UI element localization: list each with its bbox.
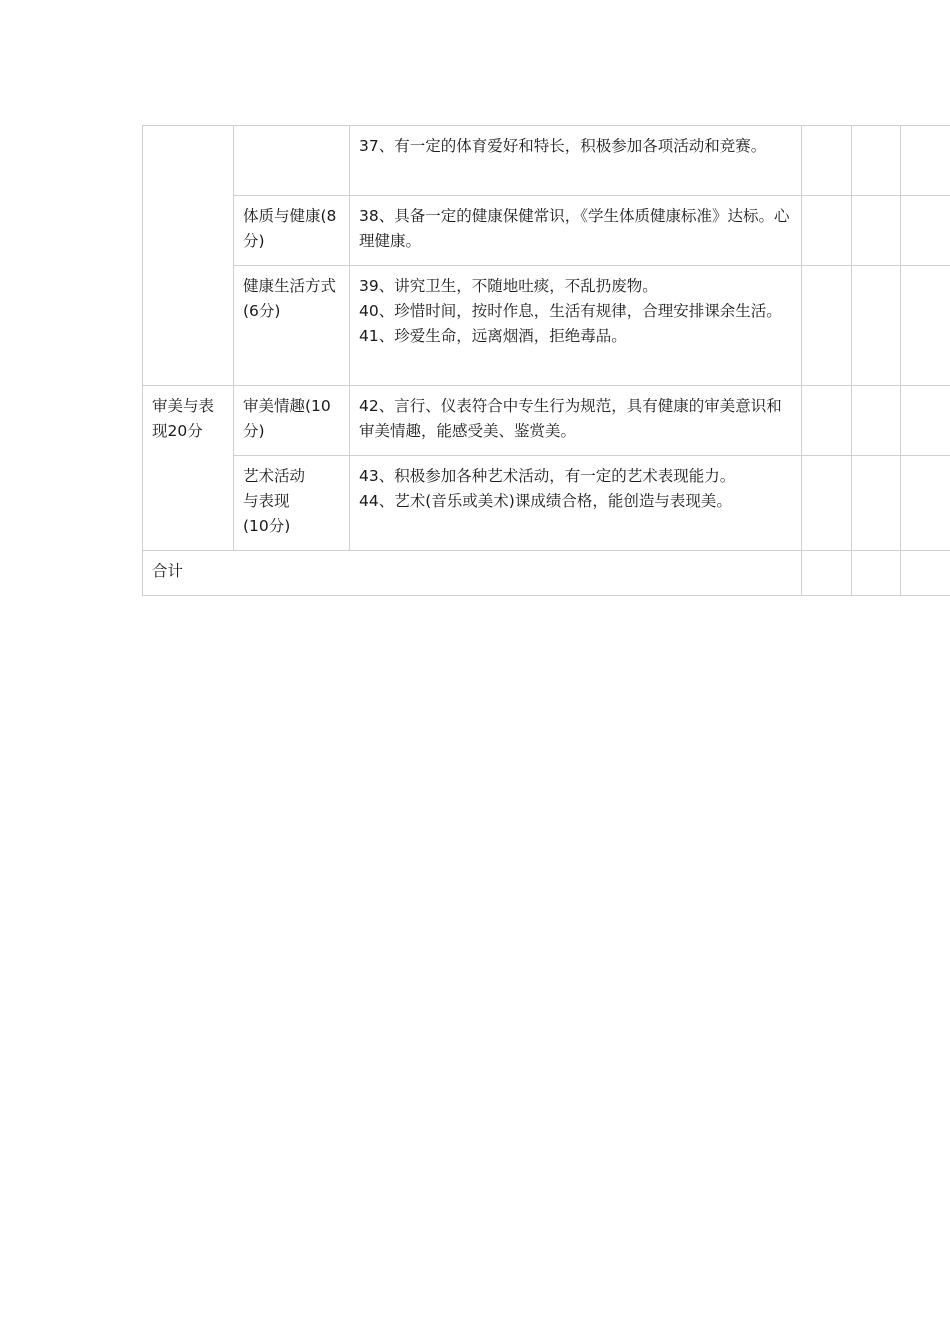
total-score-teacher[interactable] — [901, 551, 950, 596]
table-row — [143, 196, 950, 266]
criterion-38: 38、具备一定的健康保健常识，《学生体质健康标准》达标。心理健康。 — [359, 207, 790, 250]
score-cell-teacher[interactable] — [901, 126, 950, 196]
criterion-44: 44、艺术(音乐或美术)课成绩合格，能创造与表现美。 — [359, 492, 732, 510]
content-cell — [350, 196, 802, 266]
total-row — [143, 551, 950, 596]
score-cell-group[interactable] — [852, 456, 901, 551]
score-cell-self[interactable] — [802, 126, 852, 196]
criterion-40: 40、珍惜时间，按时作息，生活有规律，合理安排课余生活。 — [359, 302, 782, 320]
table-row — [143, 126, 950, 196]
item-cell-aesthetic-taste: 审美情趣(10分) — [234, 386, 350, 456]
total-score-self[interactable] — [802, 551, 852, 596]
score-cell-teacher[interactable] — [901, 386, 950, 456]
score-cell-group[interactable] — [852, 126, 901, 196]
score-cell-self[interactable] — [802, 266, 852, 386]
score-cell-teacher[interactable] — [901, 266, 950, 386]
score-cell-self[interactable] — [802, 386, 852, 456]
total-label: 合计 — [143, 551, 802, 596]
criterion-41: 41、珍爱生命，远离烟酒，拒绝毒品。 — [359, 327, 627, 345]
item-cell-empty — [234, 126, 350, 196]
score-cell-teacher[interactable] — [901, 456, 950, 551]
item-cell-physique: 体质与健康(8分) — [234, 196, 350, 266]
criterion-37: 37、有一定的体育爱好和特长，积极参加各项活动和竞赛。 — [359, 137, 767, 155]
content-cell — [350, 386, 802, 456]
total-score-group[interactable] — [852, 551, 901, 596]
item-line: (10分) — [243, 517, 291, 535]
criterion-42: 42、言行、仪表符合中专生行为规范，具有健康的审美意识和审美情趣，能感受美、鉴赏美。 — [359, 397, 782, 440]
item-line: 与表现 — [243, 492, 290, 510]
content-cell — [350, 266, 802, 386]
score-cell-group[interactable] — [852, 266, 901, 386]
score-cell-self[interactable] — [802, 196, 852, 266]
content-cell — [350, 456, 802, 551]
item-cell-art-activities — [234, 456, 350, 551]
criterion-43: 43、积极参加各种艺术活动，有一定的艺术表现能力。 — [359, 467, 736, 485]
table-row — [143, 266, 950, 386]
evaluation-table — [142, 125, 950, 596]
table-row — [143, 456, 950, 551]
category-cell-aesthetics: 审美与表现20分 — [143, 386, 234, 551]
category-cell-health — [143, 126, 234, 386]
item-line: 艺术活动 — [243, 467, 306, 485]
content-cell — [350, 126, 802, 196]
score-cell-group[interactable] — [852, 386, 901, 456]
score-cell-teacher[interactable] — [901, 196, 950, 266]
criterion-39: 39、讲究卫生，不随地吐痰，不乱扔废物。 — [359, 277, 658, 295]
score-cell-group[interactable] — [852, 196, 901, 266]
item-cell-lifestyle: 健康生活方式(6分) — [234, 266, 350, 386]
table-row — [143, 386, 950, 456]
score-cell-self[interactable] — [802, 456, 852, 551]
